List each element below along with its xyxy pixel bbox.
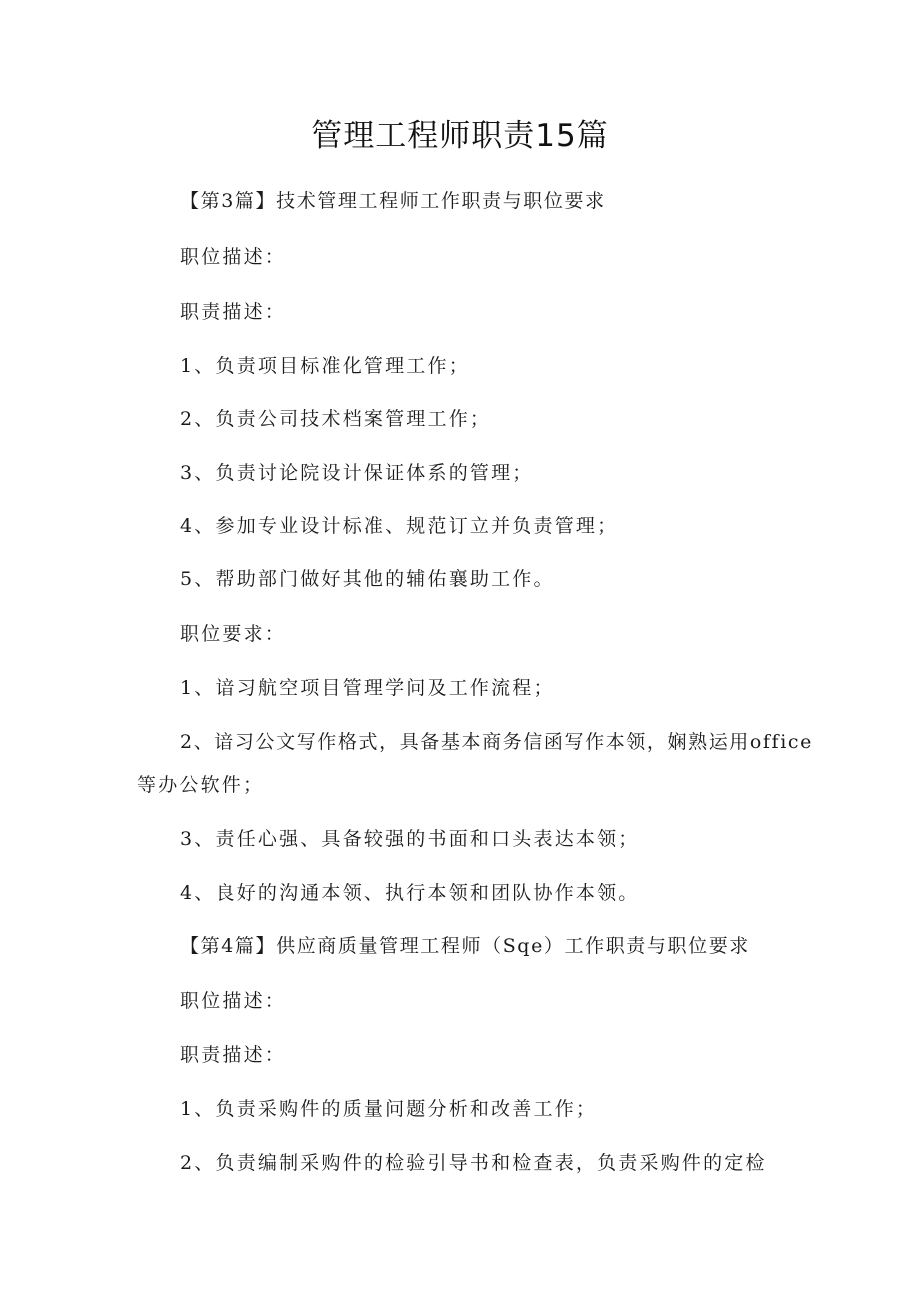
list-item: 1、谙习航空项目管理学问及工作流程；: [180, 677, 555, 699]
list-item: 3、责任心强、具备较强的书面和口头表达本领；: [180, 828, 640, 850]
text-line: 职位描述：: [180, 990, 287, 1012]
list-item: 4、参加专业设计标准、规范订立并负责管理；: [180, 515, 619, 537]
list-item: 2、谙习公文写作格式，具备基本商务信函写作本领，娴熟运用office: [180, 731, 813, 753]
text-line: 职位描述：: [180, 246, 287, 268]
list-item: 5、帮助部门做好其他的辅佑襄助工作。: [180, 568, 555, 590]
section-heading-4: 【第4篇】供应商质量管理工程师（Sqe）工作职责与职位要求: [180, 935, 750, 957]
list-item: 4、良好的沟通本领、执行本领和团队协作本领。: [180, 882, 640, 904]
text-line: 职位要求：: [180, 623, 287, 645]
list-item-continuation: 等办公软件；: [137, 774, 265, 796]
list-item: 3、负责讨论院设计保证体系的管理；: [180, 462, 534, 484]
list-item: 2、负责公司技术档案管理工作；: [180, 408, 492, 430]
text-line: 职责描述：: [180, 1044, 287, 1066]
list-item: 1、负责采购件的质量问题分析和改善工作；: [180, 1098, 598, 1120]
document-title: 管理工程师职责15篇: [311, 118, 609, 154]
section-heading-3: 【第3篇】技术管理工程师工作职责与职位要求: [180, 190, 606, 212]
text-line: 职责描述：: [180, 301, 287, 323]
list-item: 2、负责编制采购件的检验引导书和检查表，负责采购件的定检: [180, 1152, 767, 1174]
list-item: 1、负责项目标准化管理工作；: [180, 355, 470, 377]
